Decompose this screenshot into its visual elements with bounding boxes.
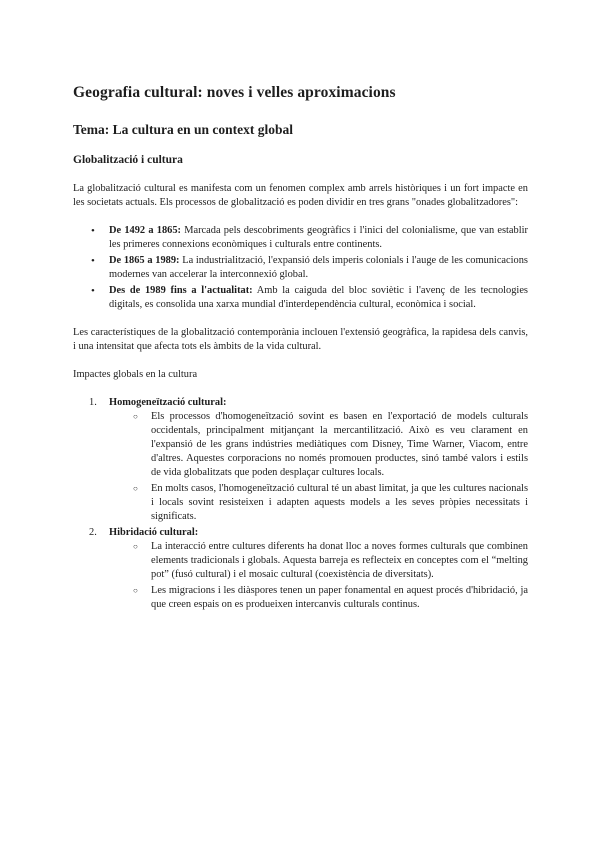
wave-period: De 1865 a 1989:	[109, 255, 180, 266]
impact-item	[89, 526, 528, 612]
wave-item	[109, 224, 528, 252]
impact-title: Hibridació cultural:	[109, 527, 199, 538]
topic-heading: Tema: La cultura en un context global	[73, 122, 294, 137]
impact-point: ○ En molts casos, l'homogeneïtzació cultural té un abast limitat, ja que les cultures nacionals i locals sovint resisteixen i adapten aquests models a les seves pròpies necessitats i significats.	[151, 482, 528, 524]
wave-text: Marcada pels descobriments geogràfics i l'inici del colonialisme, que van establir les primeres connexions econòmiques i culturals entre continents.	[109, 225, 528, 250]
intro-paragraph: La globalització cultural es manifesta com un fenomen complex amb arrels històriques i un fort impacte en les societats actuals. Els processos de globalització es poden dividir en tres grans "onades globalitzadores":	[73, 183, 528, 208]
impact-number: 2.	[89, 527, 97, 538]
section-heading: Globalització i cultura	[73, 154, 183, 166]
impact-points	[109, 540, 528, 612]
wave-period: Des de 1989 fins a l'actualitat:	[109, 285, 253, 296]
globalization-waves-list	[73, 224, 528, 312]
impacts-heading: Impactes globals en la cultura	[73, 369, 198, 380]
wave-text: Amb la caiguda del bloc soviètic i l'avenç de les tecnologies digitals, es consolida una xarxa mundial d'interdependència cultural, econòmica i social.	[109, 285, 528, 310]
impact-points	[109, 410, 528, 524]
document-body	[73, 84, 528, 614]
impact-item	[89, 396, 528, 524]
characteristics-paragraph: Les característiques de la globalització contemporània inclouen l'extensió geogràfica, la rapidesa dels canvis, i una intensitat que afecta tots els àmbits de la vida cultural.	[73, 327, 528, 352]
wave-item	[109, 254, 528, 282]
impact-point: ○ La interacció entre cultures diferents ha donat lloc a noves formes culturals que combinen elements tradicionals i globals. Aquesta barreja es reflecteix en conceptes com el “melting pot” (fusó cultural) i el mosaic cultural (coexistència de diversitats).	[151, 540, 528, 582]
impact-number: 1.	[89, 397, 97, 408]
impacts-list	[73, 396, 528, 612]
wave-item	[109, 284, 528, 312]
impact-title: Homogeneïtzació cultural:	[109, 397, 227, 408]
document-title: Geografia cultural: noves i velles aproximacions	[73, 84, 396, 101]
wave-period: De 1492 a 1865:	[109, 225, 182, 236]
impact-point: ○ Les migracions i les diàspores tenen un paper fonamental en aquest procés d'hibridació, ja que creen espais on es produeixen intercanvis culturals continus.	[151, 584, 528, 612]
wave-text: La industrialització, l'expansió dels imperis colonials i l'auge de les comunicacions modernes van accelerar la interconnexió global.	[109, 255, 528, 280]
impact-point: ○ Els processos d'homogeneïtzació sovint es basen en l'exportació de models culturals occidentals, principalment mitjançant la mercantilització. Això es veu clarament en l'expansió de les grans indústries mediàtiques com Disney, Time Warner, Viacom, entre d'altres. Aquestes corporacions no només promouen productes, sinó també valors i estils de vida globalitzats que poden desplaçar cultures locals.	[151, 410, 528, 480]
